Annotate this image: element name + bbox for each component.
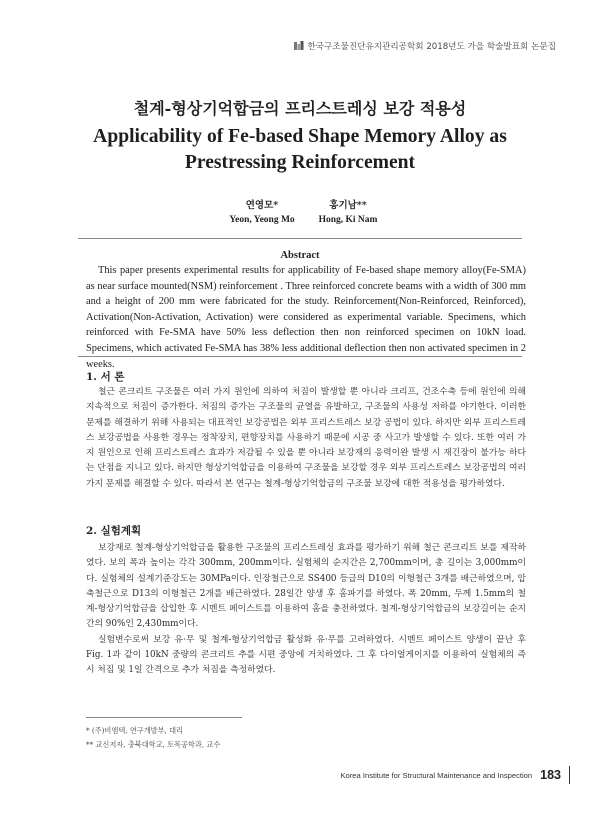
journal-logo-icon — [294, 41, 304, 51]
divider-top — [78, 238, 522, 239]
journal-name: 한국구조물진단유지관리공학회 2018년도 가을 학술발표회 논문집 — [307, 42, 556, 52]
abstract-text: This paper presents experimental results for applicability of Fe-based shape memory alloy(Fe-SMA) as near surface mounted(NSM) reinforcement . Three reinforced concrete beams with a width of 300 mm and a height of 200 mm were fabricated for the study. Reinforcement(Non-Reinforced, Reinforced), Activation(Non-Activation, Activation) were considered as experimental variable. Specimens, which reinforced with Fe-SMA have 50% less deflection then non reinforced specimen on 10kN load. Specimens, which activated Fe-SMA has 38% less additional deflection then non activated specimen in 2 weeks. — [86, 265, 526, 370]
footer-institute: Korea Institute for Structural Maintenance and Inspection — [340, 770, 533, 780]
page-number: 183 — [540, 768, 561, 782]
footnote-1: * (주)비엠텍, 연구개발부, 대리 — [86, 726, 184, 735]
journal-header — [294, 40, 556, 52]
author-1-english: Yeon, Yeong Mo — [229, 215, 295, 225]
author-2-english: Hong, Ki Nam — [318, 215, 378, 225]
section-1-heading: 1. 서 론 — [86, 371, 125, 383]
section-2-paragraph-2: 실험변수로써 보강 유·무 및 철계-형상기억합금 활성화 유·무를 고려하였다. 시멘트 페이스트 양생이 끝난 후 Fig. 1과 같이 10kN 중량의 콘크리트 추를 시편 중앙에 거치하였다. 그 후 다이얼게이지를 이용하여 실험체의 즉시 처짐 및 1일 간격으로 추가 처짐을 측정하였다. — [86, 634, 526, 676]
title-english: Applicability of Fe-based Shape Memory Alloy as Prestressing Reinforcement — [93, 126, 507, 173]
author-1-korean: 연영모* — [245, 200, 279, 211]
author-2-korean: 홍기남** — [329, 200, 367, 211]
footer-divider — [569, 766, 570, 784]
page-footer — [340, 766, 570, 784]
divider-bottom — [78, 356, 522, 357]
section-2-body — [86, 541, 526, 679]
footnote-divider — [86, 717, 242, 718]
section-1-paragraph-1: 철근 콘크리트 구조물은 여러 가지 원인에 의하여 처짐이 발생할 뿐 아니라 크리프, 건조수축 등에 원인에 의해 지속적으로 처짐이 증가한다. 처짐의 증가는 구조물의 균열을 유발하고, 구조물의 사용성 저하를 야기한다. 이러한 문제를 해결하기 위해 사용되는 대표적인 보강공법은 외부 프리스트레스 보강 공법이 있다. 하지만 외부 프리스트레스 보강공법을 사용한 경우는 정착장치, 편향장치를 사용하기 때문에 시공 중 사고가 발생할 수 있다. 또한 여러 가지 원인으로 인해 프리스트레스 효과가 저감될 수 있을 뿐 아니라 보강재의 응력이완 발생 시 재긴장이 불가능 하다는 단점을 지니고 있다. 하지만 형상기억합금을 이용하여 구조물을 보강할 경우 외부 프리스트레스 보강공법의 여러 가지 문제를 해결할 수 있다. 따라서 본 연구는 철계-형상기억합금의 구조물 보강에 대한 적용성을 평가하였다. — [86, 387, 526, 489]
section-2-heading: 2. 실험계획 — [86, 525, 142, 537]
author-1 — [222, 197, 302, 225]
author-2 — [308, 197, 388, 225]
section-1-body — [86, 385, 526, 492]
section-2-paragraph-1: 보강재로 철계-형상기억합금을 활용한 구조물의 프리스트레싱 효과를 평가하기 위해 철근 콘크리트 보를 제작하였다. 보의 폭과 높이는 각각 300mm, 200mm이다. 실험체의 순지간은 2,700mm이며, 총 길이는 3,000mm이다. 실험체의 설계기준강도는 30MPa이다. 인장철근으로 SS400 등급의 D10의 이형철근 3개를 배근하였으며, 압축철근으로 D13의 이형철근 2개를 배근하였다. 28일간 양생 후 홈파기를 하였다. 폭 20mm, 두께 1.5mm의 철계-형상기억합금을 삽입한 후 시멘트 페이스트를 이용하여 홈을 충전하였다. 철계-형상기억합금의 보강길이는 순지간의 90%인 2,430mm이다. — [86, 543, 526, 630]
title-korean: 철계-형상기억합금의 프리스트레싱 보강 적용성 — [133, 99, 467, 118]
footnote-2: ** 교신저자, 충북대학교, 토목공학과, 교수 — [86, 740, 221, 749]
abstract-heading: Abstract — [280, 250, 320, 261]
